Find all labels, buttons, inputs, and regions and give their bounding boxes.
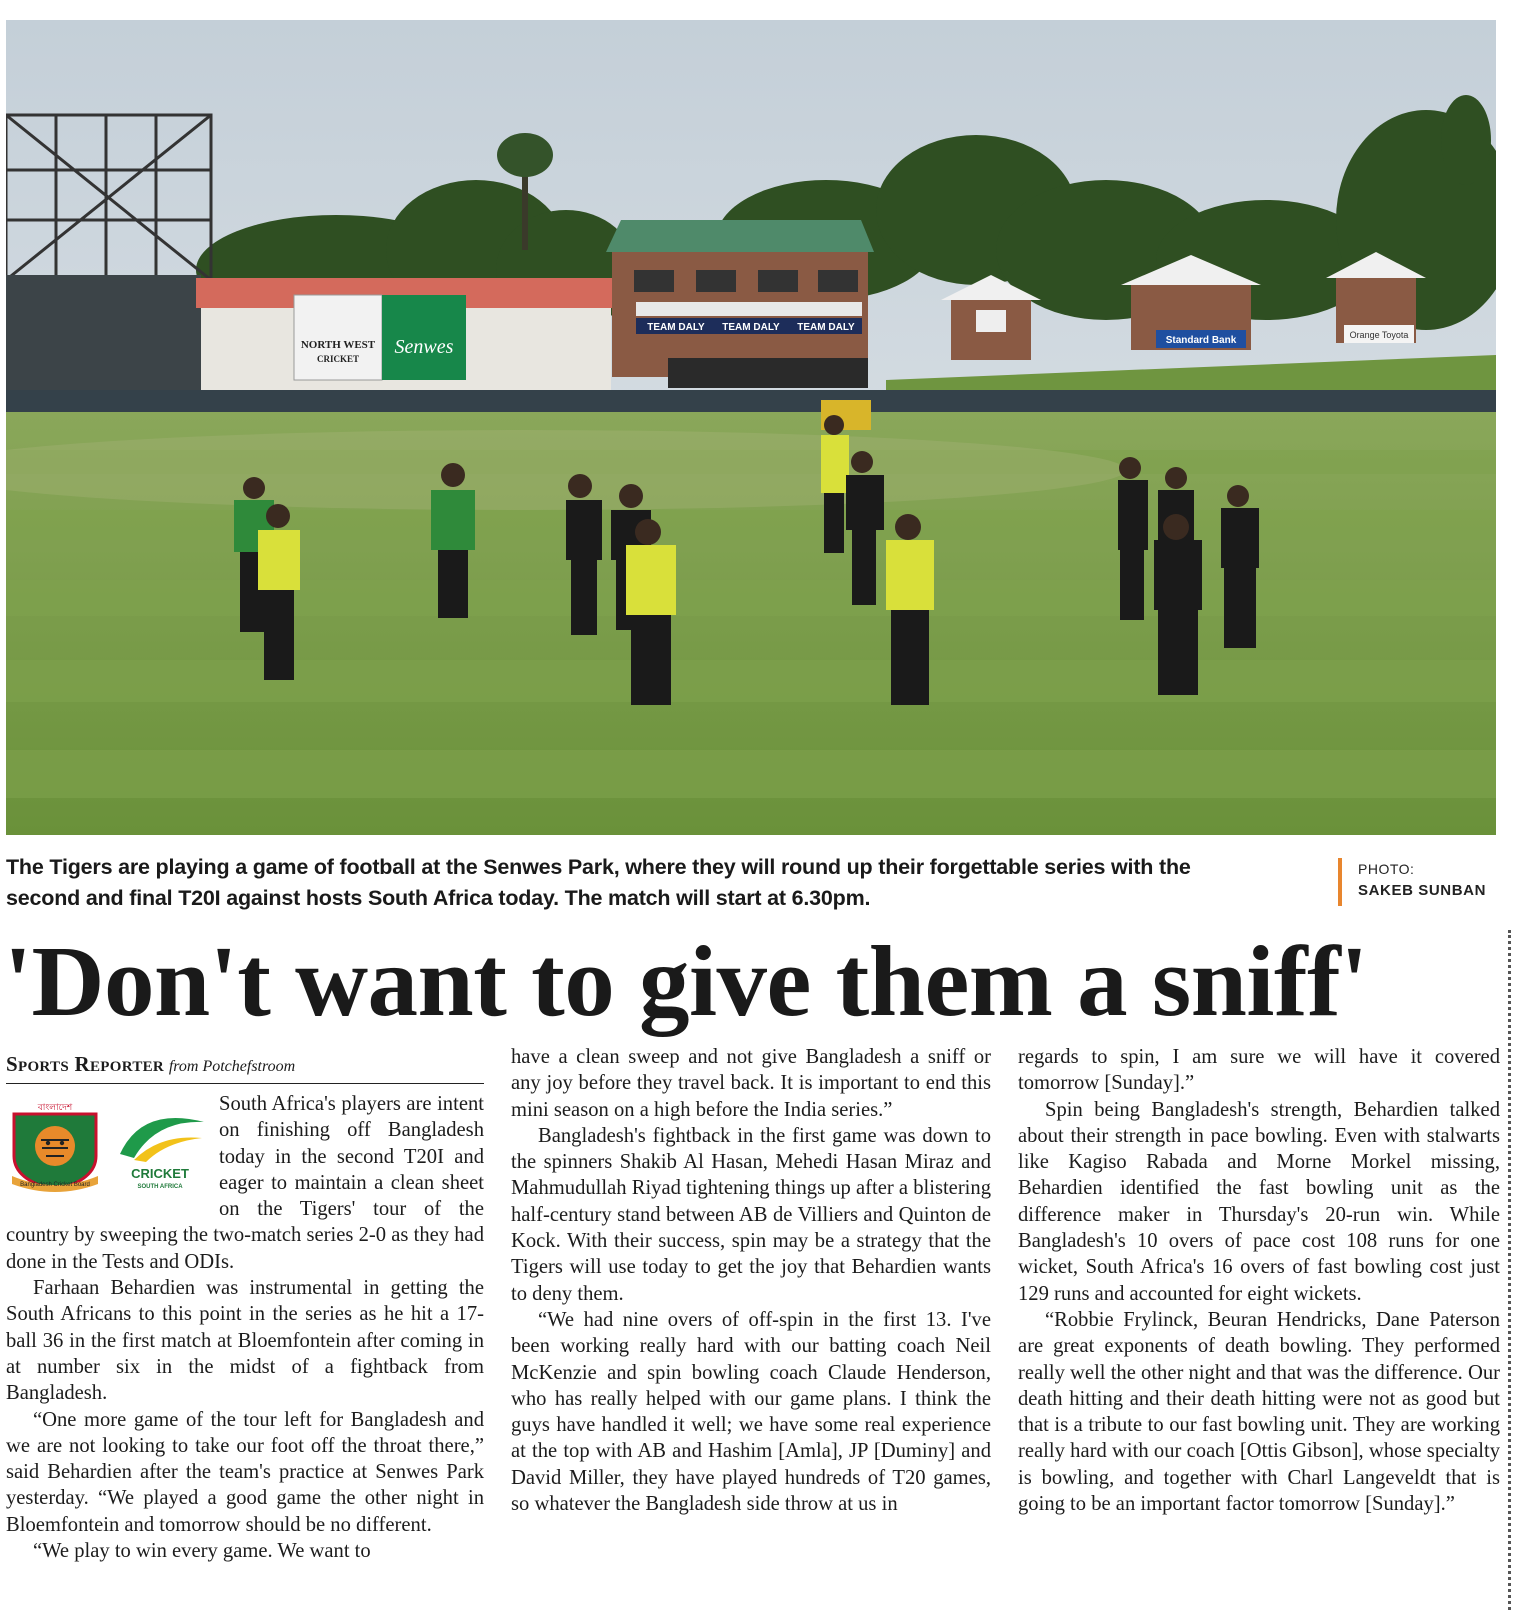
pavilion-sign-1: TEAM DALY (647, 322, 705, 333)
article-column-2 (511, 1044, 991, 1517)
photo-credit (1338, 858, 1486, 906)
small-sign-2: Orange Toyota (1349, 330, 1409, 340)
player-12 (1154, 514, 1202, 695)
photo-caption (6, 852, 1276, 914)
hoarding-text-1: NORTH WEST (300, 339, 376, 351)
cricket-ground-photo (6, 20, 1496, 835)
article-paragraph: South Africa's players are intent on finishing off Bangladesh today in the second T20I and eager to maintain a clean sheet on the Tigers' tour of the country by sweeping the two-match series 2-0 as they had done in the Tests and ODIs. (6, 1093, 484, 1273)
byline-reporter: Sports Reporter (6, 1052, 165, 1076)
headline: 'Don't want to give them a sniff' (4, 925, 1368, 1037)
caption-line-1: The Tigers are playing a game of football at the Senwes Park, where they will round up their forgettable series with the (6, 855, 1191, 879)
byline-location: from Potchefstroom (168, 1058, 296, 1075)
credit-name: SAKEB SUNBAN (1358, 882, 1487, 899)
player-10 (1118, 457, 1148, 620)
csa-logo-word: CRICKET (131, 1166, 189, 1181)
csa-logo-sub: SOUTH AFRICA (137, 1184, 183, 1190)
hoarding-text-3: Senwes (394, 336, 454, 358)
photo-illustration (6, 20, 1496, 835)
column-dotted-rule (1508, 930, 1511, 1610)
pavilion-building (606, 220, 874, 388)
senwes-hoarding (382, 295, 466, 380)
article-paragraph: have a clean sweep and not give Bangladesh a sniff or any joy before they travel back. It is important to end this mini season on a high before the India series.” (511, 1046, 991, 1121)
player-6 (626, 519, 676, 705)
credit-label: PHOTO: (1358, 861, 1415, 877)
player-13 (1221, 485, 1259, 648)
article-column-3 (1018, 1044, 1500, 1517)
article-paragraph: Bangladesh's fightback in the first game was down to the spinners Shakib Al Hasan, Mehedi Hasan Miraz and Mahmudullah Riyad tightening things up after a blistering half-century stand between AB de Villiers and Quinton de Kock. With their success, spin may be a strategy that the Tigers will use today to get the joy that Behardien wants to deny them. (511, 1124, 991, 1305)
player-9 (886, 514, 934, 705)
pavilion-sign-2: TEAM DALY (722, 322, 780, 333)
article-column-1 (6, 1091, 484, 1564)
bcb-logo-ribbon-text: Bangladesh Cricket Board (20, 1182, 90, 1188)
article-paragraph: regards to spin, I am sure we will have it covered tomorrow [Sunday].” (1018, 1046, 1500, 1095)
small-sign-1: Standard Bank (1165, 335, 1237, 346)
hoarding-text-2: CRICKET (316, 354, 360, 364)
article-paragraph: “We play to win every game. We want to (33, 1540, 371, 1563)
article-paragraph: “Robbie Frylinck, Beuran Hendricks, Dane Paterson are great exponents of death bowling. They performed really well the other night and that was the difference. Our death hitting and their death hitting were not as good but that is a tribute to our fast bowling unit. They are working really hard with our coach [Ottis Gibson], whose specialty is bowling, and together with Charl Langeveldt that is going to be an important factor tomorrow [Sunday].” (1018, 1308, 1500, 1516)
article-paragraph: “One more game of the tour left for Bangladesh and we are not looking to take our foot off the throat there,” said Behardien after the team's practice at Senwes Park yesterday. “We played a good game the other night in Bloemfontein and tomorrow should be no different. (6, 1408, 484, 1536)
article-paragraph: “We had nine overs of off-spin in the first 13. I've been working really hard with our batting coach Neil McKenzie and spin bowling coach Claude Henderson, who has really helped with our game plans. I think the guys have handled it well; we have some real experience at the top with AB and Hashim [Amla], JP [Duminy] and David Miller, they have played hundreds of T20 games, so whatever the Bangladesh side throw at us in (511, 1308, 991, 1516)
logo-float-space (6, 1091, 219, 1197)
player-2 (258, 504, 300, 680)
article-paragraph: Farhaan Behardien was instrumental in getting the South Africans to this point in the series as he hit a 17-ball 36 in the first match at Bloemfontein after coming in at number six in the midst of a fightback from Bangladesh. (6, 1277, 484, 1405)
pavilion-sign-3: TEAM DALY (797, 322, 855, 333)
caption-line-2: second and final T20I against hosts South Africa today. The match will start at 6.30pm. (6, 886, 871, 910)
north-west-hoarding (294, 295, 382, 380)
article-paragraph: Spin being Bangladesh's strength, Behardien talked about their strength in pace bowling. Even with stalwarts like Kagiso Rabada and Morne Morkel missing, Behardien identified the fast bowling unit as the difference maker in Thursday's 20-run win. While Bangladesh's 10 overs of pace cost 108 runs for one wicket, South Africa's 16 overs of fast bowling cost just 129 runs and accounted for eight wickets. (1018, 1098, 1500, 1305)
bcb-logo-top-text: বাংলাদেশ (37, 1103, 73, 1113)
byline (6, 1052, 484, 1084)
